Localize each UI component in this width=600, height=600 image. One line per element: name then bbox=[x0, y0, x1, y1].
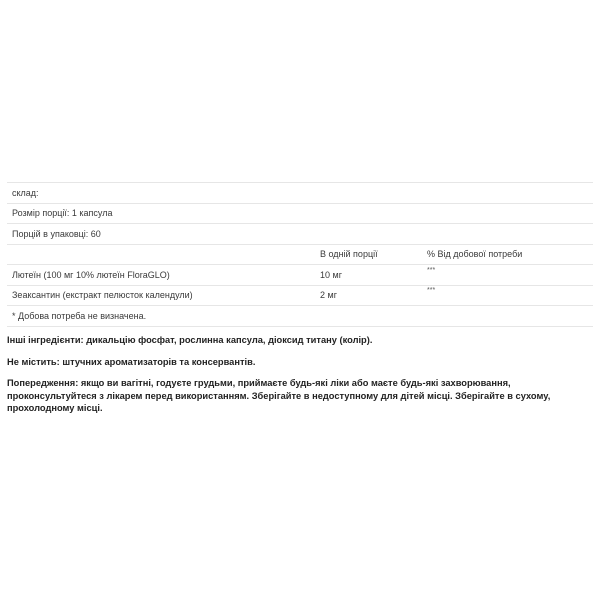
other-ingredients: Інші інгредієнти: дикальцію фосфат, рослинна капсула, діоксид титану (колір). bbox=[7, 335, 373, 345]
table-row bbox=[7, 265, 593, 286]
does-not-contain: Не містить: штучних ароматизаторів та консервантів. bbox=[7, 356, 256, 367]
daily-value-stars: *** bbox=[427, 287, 436, 295]
column-header-daily-value: % Від добової потреби bbox=[422, 244, 593, 265]
servings-per-container: Порцій в упаковці: 60 bbox=[7, 224, 593, 245]
ingredient-name: Лютеїн (100 мг 10% лютеїн FloraGLO) bbox=[7, 265, 315, 286]
supplement-facts-table bbox=[7, 182, 593, 327]
footnote: * Добова потреба не визначена. bbox=[7, 306, 593, 327]
serving-size: Розмір порції: 1 капсула bbox=[7, 203, 593, 224]
composition-label: склад: bbox=[7, 183, 593, 204]
ingredient-name: Зеаксантин (екстракт пелюсток календули) bbox=[7, 285, 315, 306]
ingredient-amount: 2 мг bbox=[315, 285, 422, 306]
ingredient-amount: 10 мг bbox=[315, 265, 422, 286]
table-row-servings-per-container bbox=[7, 224, 593, 245]
table-row-footnote bbox=[7, 306, 593, 327]
product-notes bbox=[7, 334, 597, 424]
ingredient-daily-value bbox=[422, 285, 593, 306]
table-row-serving-size bbox=[7, 203, 593, 224]
warning-text: Попередження: якщо ви вагітні, годуєте грудьми, приймаєте будь-які ліки або маєте будь-які захворювання, проконсультуйтеся з лікарем перед використанням. Зберігайте в недоступному для дітей місці. Зберігайте в сухому, прохолодному місці. bbox=[7, 378, 551, 413]
table-header-row bbox=[7, 244, 593, 265]
table-row-header-label bbox=[7, 183, 593, 204]
table-row bbox=[7, 285, 593, 306]
column-header-name bbox=[7, 244, 315, 265]
ingredient-daily-value bbox=[422, 265, 593, 286]
daily-value-stars: *** bbox=[427, 266, 436, 274]
column-header-per-serving: В одній порції bbox=[315, 244, 422, 265]
